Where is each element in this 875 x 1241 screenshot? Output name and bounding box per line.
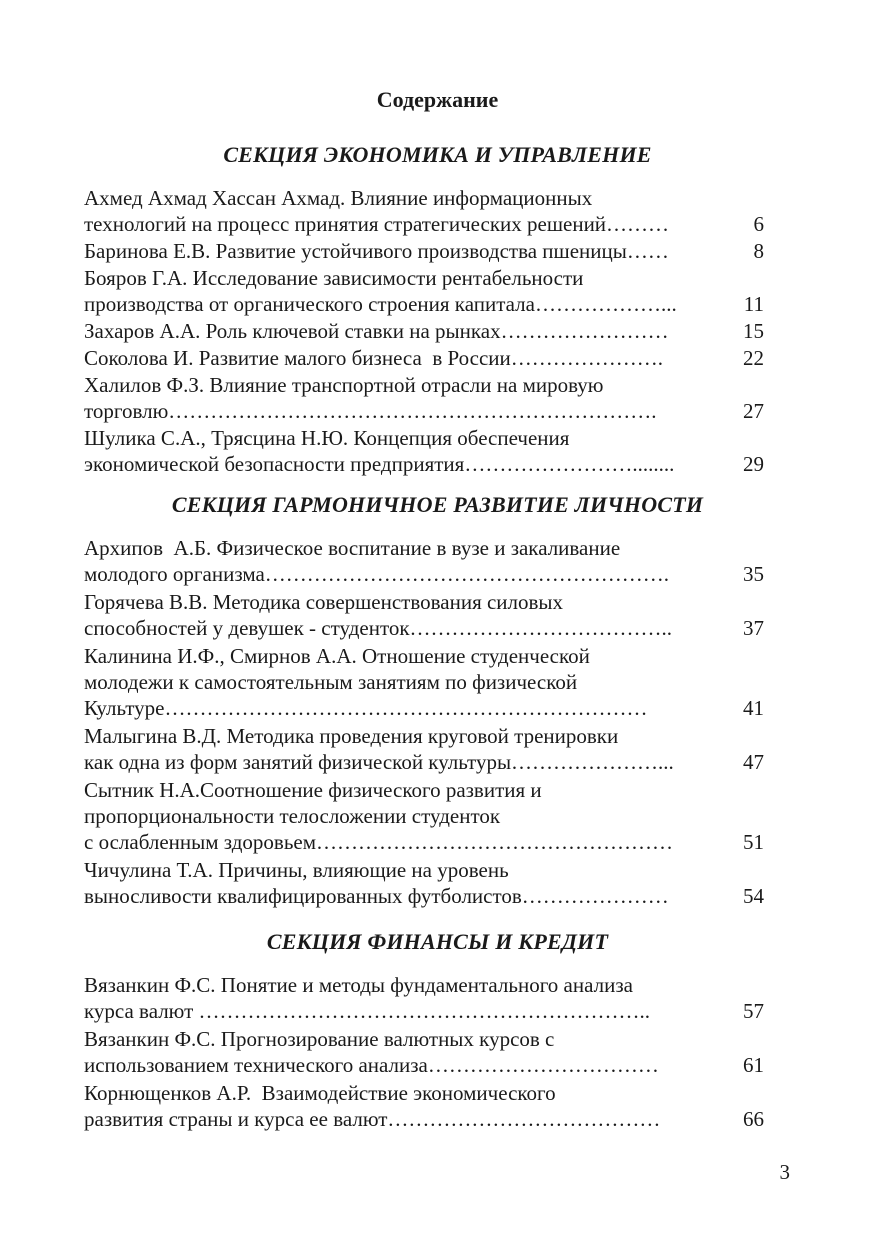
toc-page-number: 41: [743, 696, 764, 720]
toc-page-number: 54: [743, 884, 764, 908]
toc-page-number: 61: [743, 1053, 764, 1077]
toc-entry-line: торговлю……………………………………………………………. 27: [84, 399, 764, 423]
toc-entry-line: с ослабленным здоровьем…………………………………………… 51: [84, 830, 764, 854]
toc-entry-line: молодого организма…………………………………………………. 35: [84, 562, 764, 586]
toc-entry-line: как одна из форм занятий физической культуры…………………... 47: [84, 750, 764, 774]
toc-entry-line: Горячева В.В. Методика совершенствования силовых: [84, 590, 564, 614]
toc-entry-line: Ахмед Ахмад Хассан Ахмад. Влияние информационных: [84, 186, 593, 210]
toc-entry-line: способностей у девушек - студенток……………………………….. 37: [84, 616, 764, 640]
toc-page-number: 47: [743, 750, 764, 774]
toc-entry-line: пропорциональности телосложении студенток: [84, 804, 501, 828]
toc-page-number: 6: [753, 212, 764, 236]
toc-page-number: 15: [743, 319, 764, 343]
toc-entry-line: Малыгина В.Д. Методика проведения круговой тренировки: [84, 724, 619, 748]
section-title: СЕКЦИЯ ЭКОНОМИКА И УПРАВЛЕНИЕ: [223, 142, 652, 167]
toc-page-number: 8: [753, 239, 764, 263]
toc-entry-line: использованием технического анализа…………………………… 61: [84, 1053, 764, 1077]
toc-entry-line: экономической безопасности предприятия……………………........ 29: [84, 452, 764, 476]
toc-entry-line: молодежи к самостоятельным занятиям по физической: [84, 670, 578, 694]
toc-page-number: 11: [743, 292, 764, 316]
toc-entry-line: Захаров А.А. Роль ключевой ставки на рынках…………………… 15: [84, 319, 764, 343]
toc-entry-line: Шулика С.А., Трясцина Н.Ю. Концепция обеспечения: [84, 426, 570, 450]
toc-entry-line: технологий на процесс принятия стратегических решений……… 6: [84, 212, 764, 236]
toc-entry-line: производства от органического строения капитала………………... 11: [84, 292, 764, 316]
toc-entry-line: Вязанкин Ф.С. Прогнозирование валютных курсов с: [84, 1027, 555, 1051]
toc-entry-line: Сытник Н.А.Соотношение физического развития и: [84, 778, 542, 802]
toc-page-number: 57: [743, 999, 764, 1023]
section-title: СЕКЦИЯ ФИНАНСЫ И КРЕДИТ: [266, 929, 609, 954]
toc-entry-line: Культуре…………………………………………………………… 41: [84, 696, 764, 720]
toc-entry-line: Калинина И.Ф., Смирнов А.А. Отношение студенческой: [84, 644, 590, 668]
toc-page-number: 22: [743, 346, 764, 370]
section-title: СЕКЦИЯ ГАРМОНИЧНОЕ РАЗВИТИЕ ЛИЧНОСТИ: [171, 492, 704, 517]
page-number: 3: [779, 1160, 790, 1184]
toc-entry-line: Баринова Е.В. Развитие устойчивого производства пшеницы…… 8: [84, 239, 764, 263]
toc-entry-line: развития страны и курса ее валют………………………………… 66: [84, 1107, 764, 1131]
toc-page-number: 29: [743, 452, 764, 476]
toc-entry-line: Бояров Г.А. Исследование зависимости рентабельности: [84, 266, 584, 290]
toc-entry-line: Корнющенков А.Р. Взаимодействие экономического: [84, 1081, 556, 1105]
toc-entry-line: выносливости квалифицированных футболистов………………… 54: [84, 884, 764, 908]
toc-page-number: 37: [743, 616, 764, 640]
toc-page-number: 35: [743, 562, 764, 586]
toc-entry-line: Соколова И. Развитие малого бизнеса в России…………………. 22: [84, 346, 764, 370]
toc-entry-line: Халилов Ф.З. Влияние транспортной отрасли на мировую: [84, 373, 604, 397]
toc-entry-line: Вязанкин Ф.С. Понятие и методы фундаментального анализа: [84, 973, 633, 997]
toc-entry-line: курса валют ……………………………………………………….. 57: [84, 999, 764, 1023]
toc-page-number: 27: [743, 399, 764, 423]
toc-entry-line: Чичулина Т.А. Причины, влияющие на уровень: [84, 858, 509, 882]
toc-entry-line: Архипов А.Б. Физическое воспитание в вузе и закаливание: [84, 536, 621, 560]
toc-page-number: 51: [743, 830, 764, 854]
toc-page-number: 66: [743, 1107, 764, 1131]
page-title: Содержание: [376, 87, 499, 112]
